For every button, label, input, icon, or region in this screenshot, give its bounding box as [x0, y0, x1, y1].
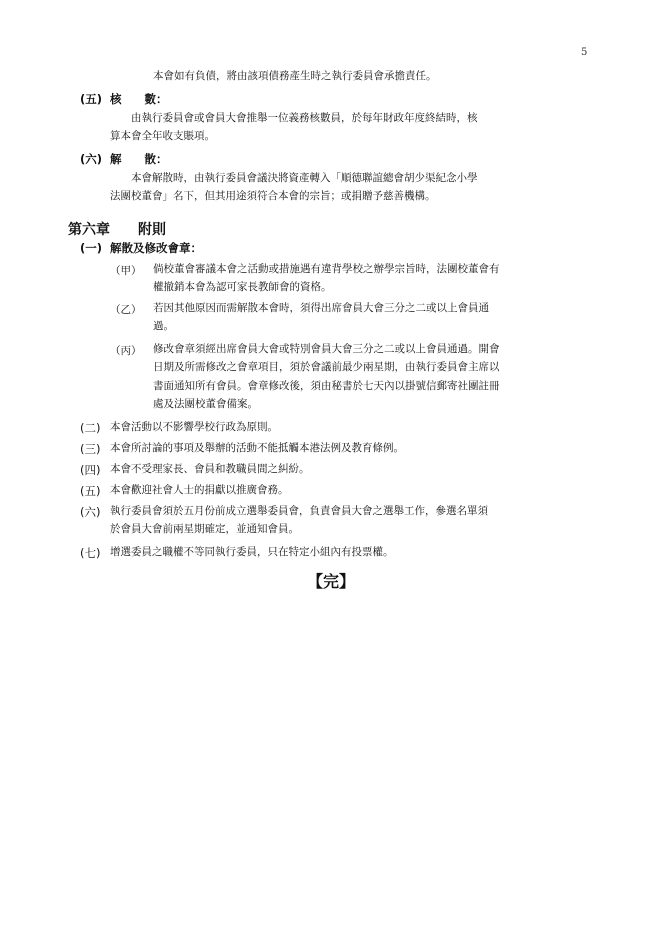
s6-title: 解 散： — [110, 152, 168, 166]
s5-line2: 算本會全年收支賬項。 — [110, 130, 215, 142]
c6-item3-text: 本會所討論的事項及舉辦的活動不能抵觸本港法例及教育條例。 — [110, 442, 404, 454]
chapter6-title: 第六章 附則 — [68, 222, 166, 238]
c6-item7-text: 增選委員之職權不等同執行委員，只在特定小組內有投票權。 — [110, 546, 394, 558]
c6-item1-b-line1: 若因其他原因而需解散本會時，須得出席會員大會三分之二或以上會員通 — [153, 302, 489, 314]
c6-item5-text: 本會歡迎社會人士的捐獻以推廣會務。 — [110, 484, 289, 496]
c6-item6-line2: 於會員大會前兩星期確定，並通知會員。 — [110, 523, 299, 535]
c6-item1-c-line4: 處及法團校董會備案。 — [153, 398, 258, 410]
s6-line2: 法團校董會」名下，但其用途須符合本會的宗旨；或捐贈予慈善機構。 — [110, 190, 436, 202]
c6-item7-number: (七) — [80, 546, 101, 560]
c6-item4-text: 本會不受理家長、會員和教職員間之糾紛。 — [110, 463, 310, 475]
c6-item1-a-line2: 權撤銷本會為認可家長教師會的資格。 — [153, 281, 332, 293]
c6-item6-line1: 執行委員會須於五月份前成立選舉委員會，負責會員大會之選舉工作，參選名單須 — [110, 505, 488, 517]
page-number: 5 — [581, 47, 588, 58]
end-mark: 【完】 — [307, 572, 356, 591]
c6-item1-title: 解散及修改會章： — [110, 241, 202, 255]
s6-line1: 本會解散時，由執行委員會議決將資產轉入「順德聯誼總會胡少渠紀念小學 — [131, 172, 478, 184]
c6-item1-b-line2: 過。 — [153, 320, 174, 332]
c6-item3-number: (三) — [80, 442, 101, 456]
c6-item6-number: (六) — [80, 505, 101, 519]
c6-item1-a-label: （甲） — [110, 265, 142, 277]
s5-number: (五) — [80, 92, 103, 106]
c6-item4-number: (四) — [80, 463, 101, 477]
c6-item1-a-line1: 倘校董會審議本會之活動或措施遇有違背學校之辦學宗旨時，法團校董會有 — [153, 263, 500, 275]
c6-item1-c-line2: 日期及所需修改之會章項目，須於會議前最少兩星期，由執行委員會主席以 — [153, 361, 500, 373]
c6-item2-text: 本會活動以不影響學校行政為原則。 — [110, 421, 278, 433]
c6-item1-number: (一) — [80, 241, 103, 255]
s4-liability-text: 本會如有負債，將由該項債務產生時之執行委員會承擔責任。 — [153, 70, 437, 82]
s5-title: 核 數： — [110, 92, 168, 106]
s5-line1: 由執行委員會或會員大會推舉一位義務核數員，於每年財政年度終結時，核 — [131, 112, 478, 124]
c6-item1-c-line3: 書面通知所有會員。會章修改後，須由秘書於七天內以掛號信郵寄社團註冊 — [153, 380, 500, 392]
s6-number: (六) — [80, 152, 103, 166]
c6-item1-c-line1: 修改會章須經出席會員大會或特別會員大會三分之二或以上會員通過。開會 — [153, 343, 500, 355]
c6-item1-c-label: （丙） — [110, 345, 142, 357]
c6-item1-b-label: （乙） — [110, 304, 142, 316]
c6-item5-number: (五) — [80, 484, 101, 498]
c6-item2-number: (二) — [80, 421, 101, 435]
